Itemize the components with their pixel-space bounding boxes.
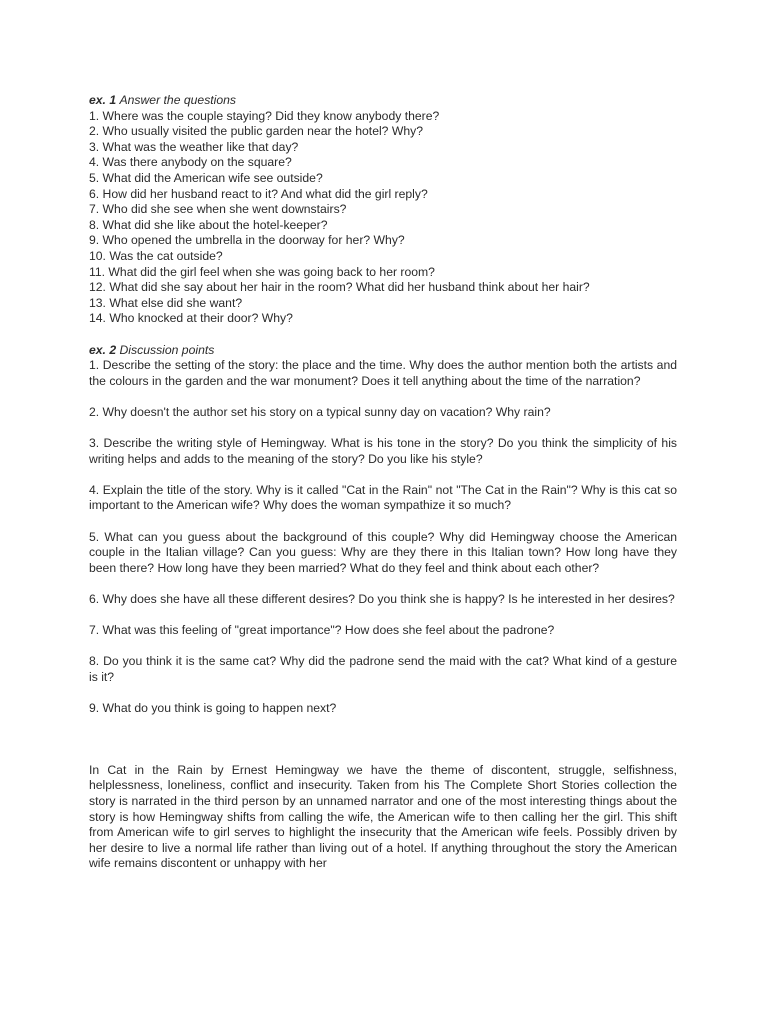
discussion-point: 1. Describe the setting of the story: the place and the time. Why does the author mention both the artists and the colours in the garden and the war monument? Does it tell anything about the time of the narration? bbox=[89, 358, 677, 388]
discussion-point: 6. Why does she have all these different desires? Do you think she is happy? Is he interested in her desires? bbox=[89, 592, 675, 606]
question-item: 8. What did she like about the hotel-keeper? bbox=[89, 217, 328, 232]
discussion-point: 9. What do you think is going to happen next? bbox=[89, 701, 337, 716]
discussion-point: 7. What was this feeling of "great importance"? How does she feel about the padrone? bbox=[89, 623, 555, 638]
question-item: 7. Who did she see when she went downstairs? bbox=[89, 202, 347, 217]
question-item: 13. What else did she want? bbox=[89, 295, 243, 310]
ex1-number: ex. 1 bbox=[89, 93, 117, 107]
question-item: 12. What did she say about her hair in the room? What did her husband think about her hair? bbox=[89, 280, 590, 295]
discussion-point: 8. Do you think it is the same cat? Why did the padrone send the maid with the cat? What kind of a gesture is it? bbox=[89, 654, 677, 684]
question-item: 9. Who opened the umbrella in the doorway for her? Why? bbox=[89, 233, 405, 248]
discussion-point: 4. Explain the title of the story. Why is it called "Cat in the Rain" not "The Cat in the Rain"? Why is this cat so important to the American wife? Why does the woman sympathize it so much? bbox=[89, 482, 677, 513]
discussion-point: 2. Why doesn't the author set his story on a typical sunny day on vacation? Why rain? bbox=[89, 404, 551, 419]
ex1-question-list bbox=[89, 109, 677, 327]
ex2-number: ex. 2 bbox=[89, 342, 117, 357]
question-item: 10. Was the cat outside? bbox=[89, 248, 223, 263]
ex1-heading bbox=[89, 93, 677, 109]
discussion-point: 5. What can you guess about the background of this couple? Why did Hemingway choose the American couple in the Italian village? Can you guess: Why are they there in this Italian town? How long have they been there? How long have they been married? What do they feel and think about each other? bbox=[89, 529, 677, 575]
document-page bbox=[89, 93, 677, 884]
question-item: 2. Who usually visited the public garden near the hotel? Why? bbox=[89, 124, 423, 139]
essay-paragraph: In Cat in the Rain by Ernest Hemingway we have the theme of discontent, struggle, selfishness, helplessness, loneliness, conflict and insecurity. Taken from his The Complete Short Stories collection the story is narrated in the third person by an unnamed narrator and one of the most interesting things about the story is how Hemingway shifts from calling the wife, the American wife to then calling her the girl. This shift from American wife to girl serves to highlight the insecurity that the American wife feels. Possibly driven by her desire to live a normal life rather than living out of a hotel. If anything throughout the story the American wife remains discontent or unhappy with her bbox=[89, 762, 677, 871]
question-item: 11. What did the girl feel when she was going back to her room? bbox=[89, 264, 435, 279]
ex2-title: Discussion points bbox=[119, 342, 215, 357]
question-item: 5. What did the American wife see outside? bbox=[89, 170, 323, 185]
ex1-title: Answer the questions bbox=[119, 93, 237, 107]
discussion-point: 3. Describe the writing style of Hemingway. What is his tone in the story? Do you think the simplicity of his writing helps and adds to the meaning of the story? Do you like his style? bbox=[89, 436, 677, 466]
question-item: 3. What was the weather like that day? bbox=[89, 139, 299, 154]
question-item: 14. Who knocked at their door? Why? bbox=[89, 311, 293, 326]
question-item: 4. Was there anybody on the square? bbox=[89, 155, 292, 170]
question-item: 1. Where was the couple staying? Did they know anybody there? bbox=[89, 108, 440, 123]
ex2-section bbox=[89, 343, 677, 717]
ex2-heading bbox=[89, 343, 677, 359]
question-item: 6. How did her husband react to it? And what did the girl reply? bbox=[89, 186, 428, 201]
